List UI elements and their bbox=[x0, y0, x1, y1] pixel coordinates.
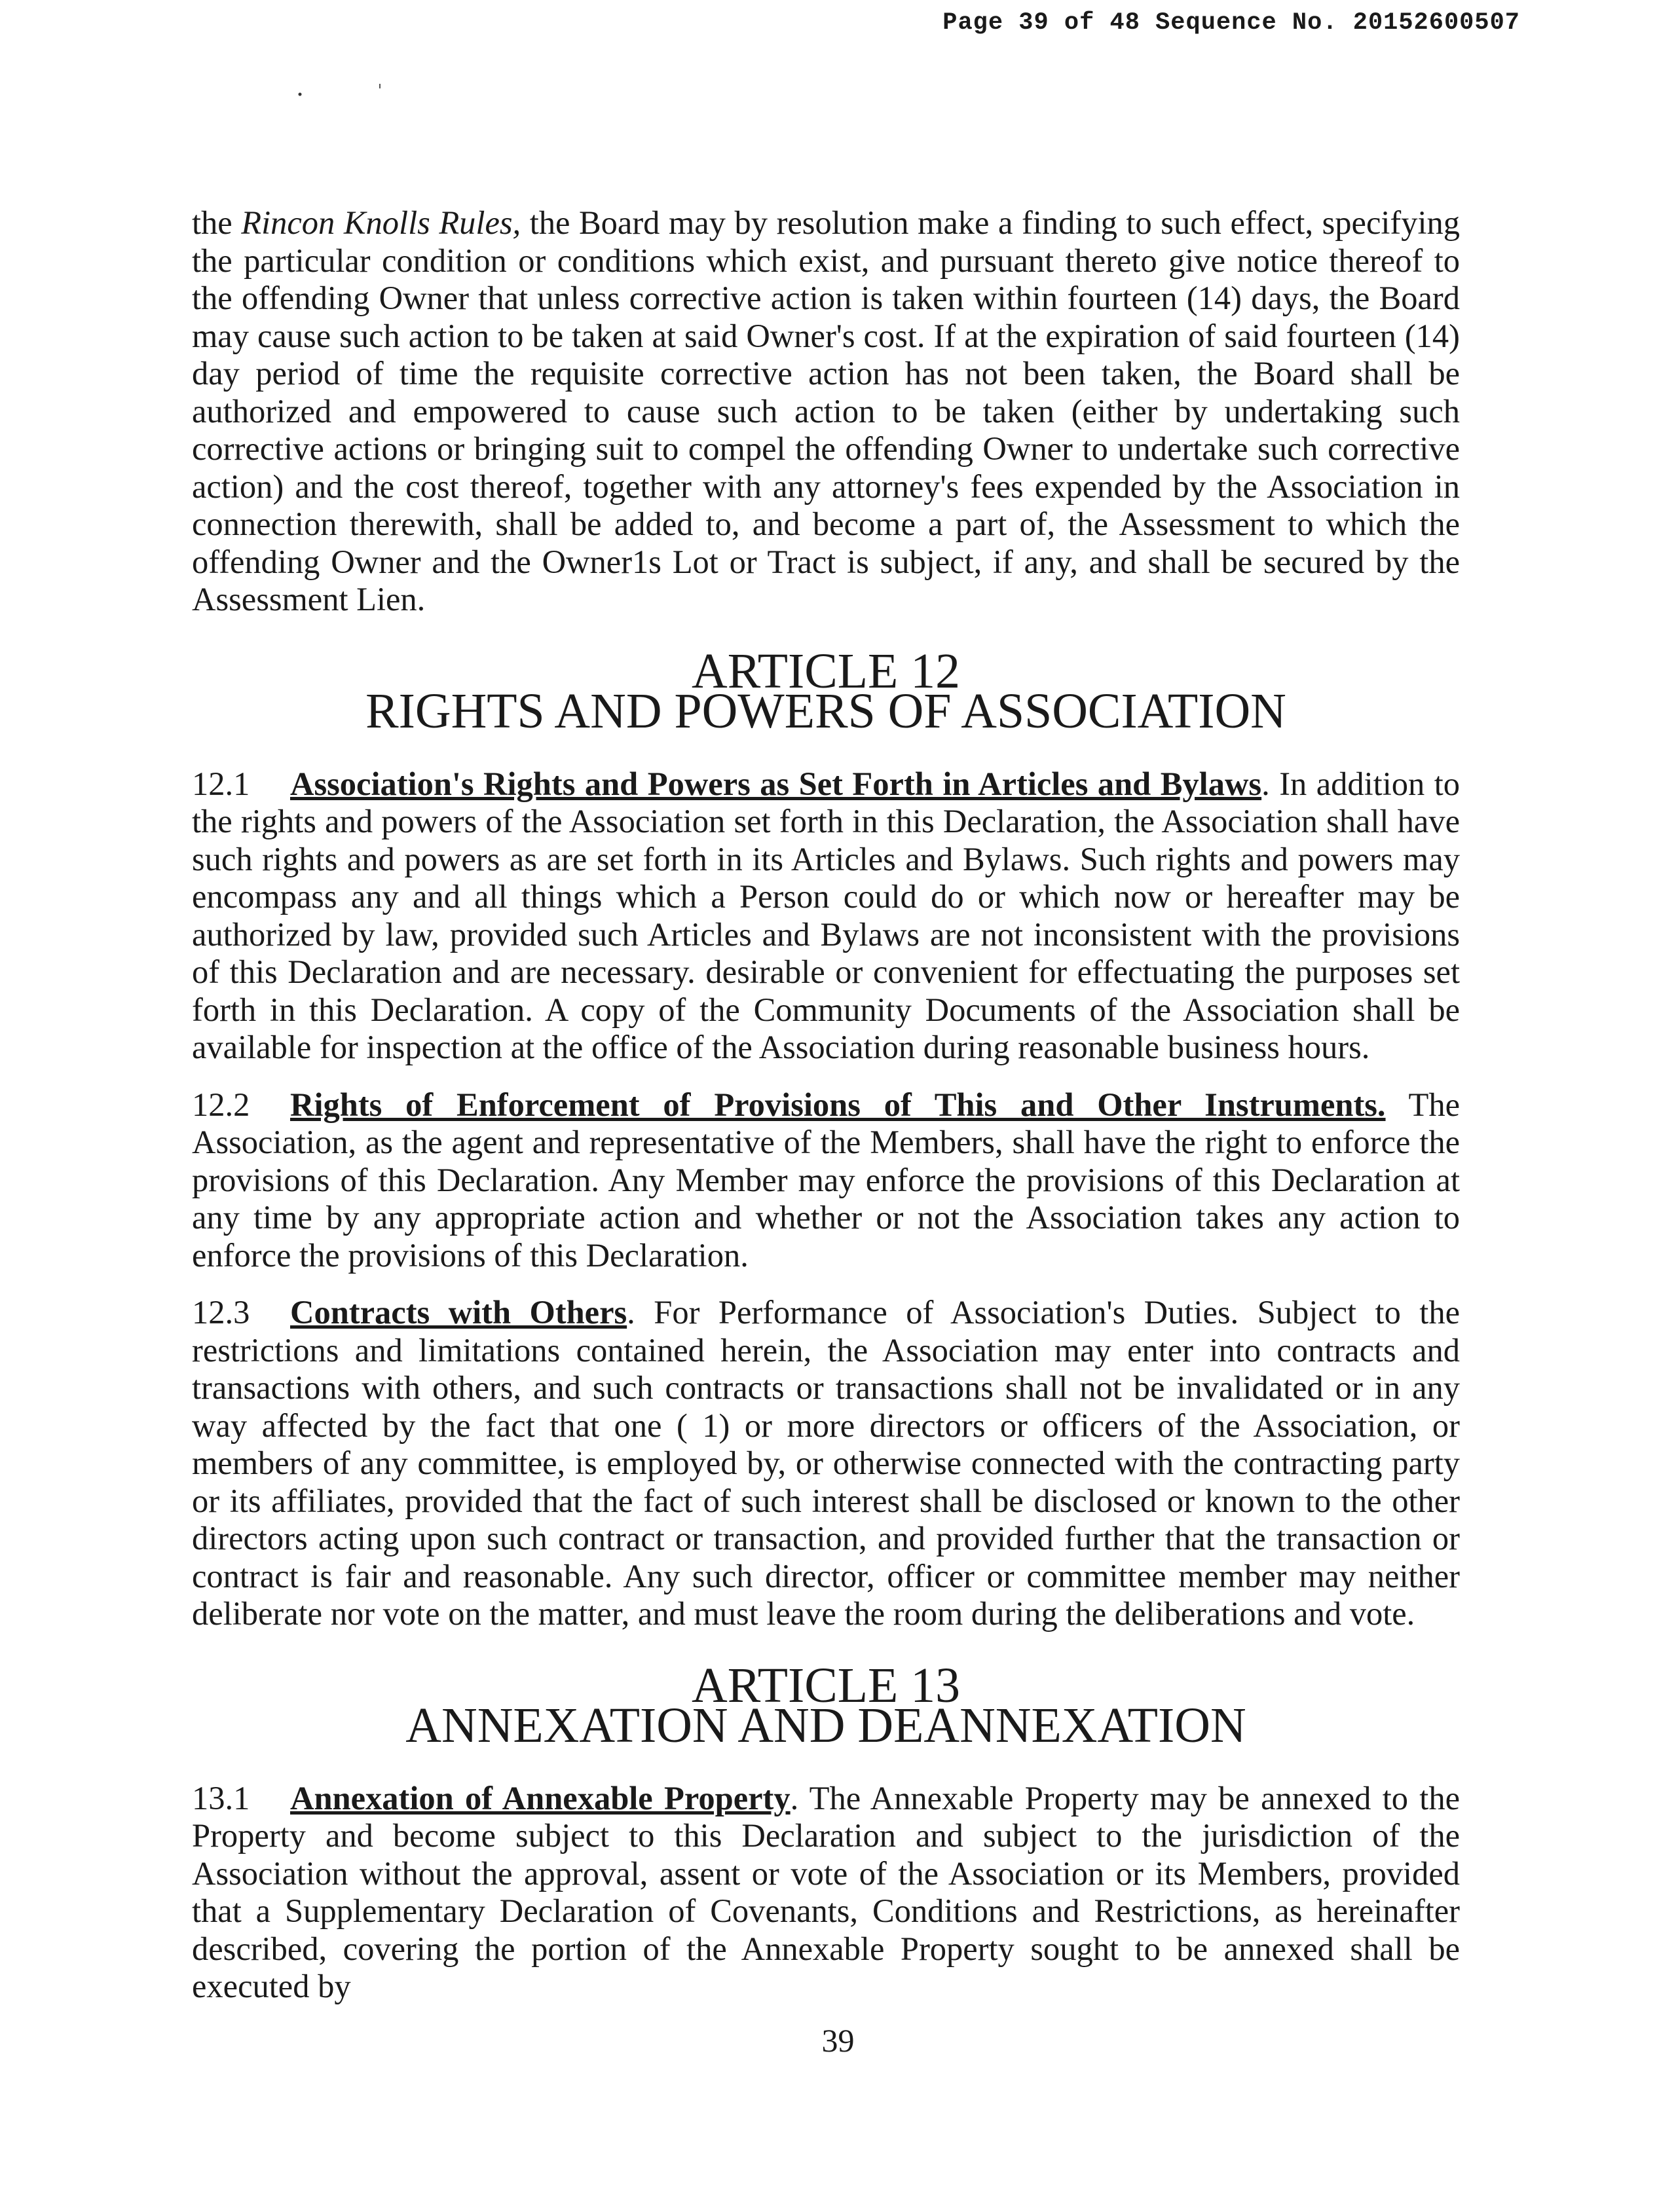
continuation-text: the Board may by resolution make a finding to such effect, specifying the particular condition or conditions which exist, and pursuant thereto give notice thereof to the offending Owner that unless corrective action is taken within fourteen (14) days, the Board may cause such action to be taken at said Owner's cost. If at the expiration of said fourteen (14) day period of time the requisite corrective action has not been taken, the Board shall be authorized and empowered to cause such action to be taken (either by undertaking such corrective actions or bringing suit to compel the offending Owner to undertake such corrective action) and the cost thereof, together with any attorney's fees expended by the Association in connection therewith, shall be added to, and become a part of, the Assessment to which the offending Owner and the Owner1s Lot or Tract is subject, if any, and shall be secured by the Assessment Lien. bbox=[192, 204, 1460, 618]
section-number: 12.3 bbox=[192, 1294, 250, 1331]
article-title: RIGHTS AND POWERS OF ASSOCIATION bbox=[365, 683, 1286, 739]
section-title: Rights of Enforcement of Provisions of This and Other Instruments. bbox=[290, 1086, 1386, 1123]
section-punct: . bbox=[627, 1294, 635, 1331]
continuation-lead: the bbox=[192, 204, 242, 241]
section-body: For Performance of Association's Duties. Subject to the restrictions and limitations contained herein, the Association may enter into contracts and transactions with others, and such contracts or transactions shall not be invalidated or in any way affected by the fact that one ( 1) or more directors or officers of the Association, or members of any committee, is employed by, or otherwise connected with the contracting party or its affiliates, provided that the fact of such interest shall be disclosed or known to the other directors acting upon such contract or transaction, and provided further that the transaction or contract is fair and reasonable. Any such director, officer or committee member may neither deliberate nor vote on the matter, and must leave the room during the deliberations and vote. bbox=[192, 1294, 1460, 1632]
article-12-heading bbox=[192, 643, 1460, 739]
document-body bbox=[192, 204, 1460, 2006]
section-12-3 bbox=[192, 1294, 1460, 1633]
article-title: ANNEXATION AND DEANNEXATION bbox=[405, 1697, 1246, 1753]
page-sequence-header: Page 39 of 48 Sequence No. 20152600507 bbox=[942, 9, 1520, 37]
article-number: ARTICLE 13 bbox=[692, 1657, 960, 1713]
scan-specks bbox=[296, 79, 401, 98]
article-13-heading bbox=[192, 1657, 1460, 1753]
section-body: The Association, as the agent and representative of the Members, shall have the right to enforce the provisions of this Declaration. Any Member may enforce the provisions of this Declaration at any time by any appropriate action and whether or not the Association takes any action to enforce the provisions of this Declaration. bbox=[192, 1086, 1460, 1274]
section-12-2 bbox=[192, 1086, 1460, 1275]
scan-speck bbox=[299, 93, 302, 96]
section-title: Annexation of Annexable Property bbox=[290, 1779, 791, 1816]
continuation-paragraph bbox=[192, 204, 1460, 619]
section-number: 13.1 bbox=[192, 1779, 250, 1816]
section-number: 12.1 bbox=[192, 765, 250, 802]
article-number: ARTICLE 12 bbox=[692, 643, 960, 699]
section-body: The Annexable Property may be annexed to the Property and become subject to this Declaration and subject to the jurisdiction of the Association without the approval, assent or vote of the Association or its Members, provided that a Supplementary Declaration of Covenants, Conditions and Restrictions, as hereinafter described, covering the portion of the Annexable Property sought to be annexed shall be executed by bbox=[192, 1779, 1460, 2004]
section-title: Contracts with Others bbox=[290, 1294, 627, 1331]
section-13-1 bbox=[192, 1780, 1460, 2006]
rules-reference: Rincon Knolls Rules, bbox=[241, 204, 521, 241]
page-number: 39 bbox=[821, 2022, 855, 2059]
section-number: 12.2 bbox=[192, 1086, 250, 1123]
section-title: Association's Rights and Powers as Set Forth in Articles and Bylaws bbox=[290, 765, 1262, 802]
section-punct: . bbox=[1261, 765, 1270, 802]
section-12-1 bbox=[192, 765, 1460, 1067]
scan-speck bbox=[379, 84, 381, 88]
section-body: In addition to the rights and powers of the Association set forth in this Declaration, the Association shall have such rights and powers as are set forth in its Articles and Bylaws. Such rights and powers may encompass any and all things which a Person could do or which now or hereafter may be authorized by law, provided such Articles and Bylaws are not inconsistent with the provisions of this Declaration and are necessary. desirable or convenient for effectuating the purposes set forth in this Declaration. A copy of the Community Documents of the Association shall be available for inspection at the office of the Association during reasonable business hours. bbox=[192, 765, 1460, 1065]
section-punct: . bbox=[790, 1779, 799, 1816]
